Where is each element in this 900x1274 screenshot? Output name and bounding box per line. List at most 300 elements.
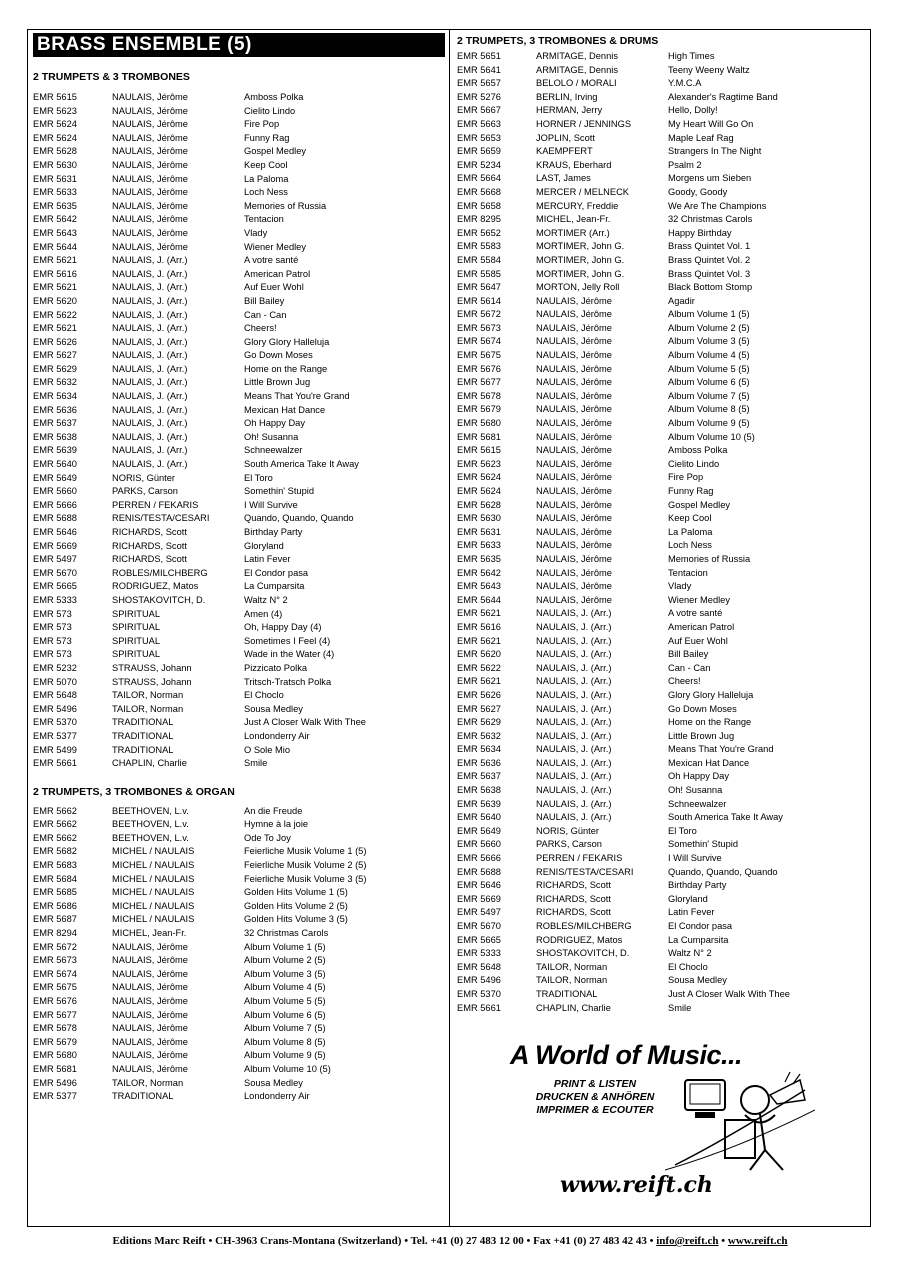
- catalog-number: EMR 573: [33, 649, 72, 660]
- catalog-number: EMR 5644: [457, 594, 501, 605]
- catalog-row: [33, 567, 443, 581]
- work-title: I Will Survive: [668, 853, 722, 864]
- catalog-row: [33, 648, 443, 662]
- catalog-number: EMR 5633: [457, 540, 501, 551]
- composer: NAULAIS, J. (Arr.): [112, 459, 188, 470]
- composer: NAULAIS, Jérôme: [536, 445, 612, 456]
- work-title: Album Volume 7 (5): [244, 1023, 326, 1034]
- work-title: Hello, Dolly!: [668, 105, 718, 116]
- catalog-number: EMR 5496: [33, 703, 77, 714]
- catalog-row: [457, 64, 867, 78]
- catalog-row: [457, 227, 867, 241]
- work-title: Somethin' Stupid: [668, 839, 738, 850]
- catalog-row: [33, 873, 443, 887]
- catalog-row: [33, 941, 443, 955]
- catalog-row: [33, 499, 443, 513]
- catalog-number: EMR 5621: [457, 608, 501, 619]
- work-title: Oh, Happy Day (4): [244, 622, 322, 633]
- composer: NAULAIS, J. (Arr.): [112, 350, 188, 361]
- work-title: Londonderry Air: [244, 1091, 310, 1102]
- footer-separator: •: [718, 1235, 728, 1247]
- work-title: Funny Rag: [668, 486, 714, 496]
- footer-email-link[interactable]: info@reift.ch: [656, 1235, 719, 1247]
- work-title: A votre santé: [668, 608, 723, 619]
- logo-tagline: DRUCKEN & ANHÖREN: [535, 1091, 655, 1103]
- catalog-number: EMR 5627: [457, 703, 501, 714]
- work-title: El Toro: [668, 825, 697, 836]
- work-title: Brass Quintet Vol. 3: [668, 268, 751, 279]
- catalog-row: [457, 104, 867, 118]
- catalog-row: [33, 608, 443, 622]
- composer: RICHARDS, Scott: [112, 527, 187, 537]
- composer: NAULAIS, J. (Arr.): [112, 431, 188, 442]
- catalog-row: [33, 845, 443, 859]
- work-title: Sometimes I Feel (4): [244, 635, 331, 646]
- composer: NAULAIS, Jérôme: [112, 187, 188, 198]
- catalog-row: [33, 526, 443, 540]
- catalog-number: EMR 5676: [33, 996, 77, 1006]
- work-title: Loch Ness: [668, 540, 712, 551]
- work-title: Album Volume 9 (5): [244, 1050, 326, 1061]
- composer: NAULAIS, J. (Arr.): [536, 785, 612, 796]
- work-title: Smile: [668, 1002, 692, 1013]
- catalog-number: EMR 5377: [33, 1091, 77, 1102]
- composer: MICHEL / NAULAIS: [112, 887, 195, 898]
- composer: MORTIMER, John G.: [536, 241, 625, 252]
- catalog-row: [457, 703, 867, 717]
- catalog-row: [33, 295, 443, 309]
- composer: LAST, James: [536, 173, 591, 184]
- catalog-number: EMR 5672: [33, 941, 77, 952]
- composer: NAULAIS, Jérôme: [112, 119, 188, 130]
- work-title: Morgens um Sieben: [668, 173, 752, 184]
- composer: NAULAIS, J. (Arr.): [536, 662, 612, 673]
- catalog-row: [33, 859, 443, 873]
- catalog-row: [33, 995, 443, 1009]
- work-title: Album Volume 2 (5): [244, 955, 326, 966]
- catalog-row: [33, 662, 443, 676]
- catalog-number: EMR 5651: [457, 51, 501, 61]
- catalog-row: [457, 322, 867, 336]
- composer: TAILOR, Norman: [112, 690, 184, 701]
- work-title: Birthday Party: [244, 527, 303, 537]
- catalog-number: EMR 5621: [33, 323, 77, 334]
- catalog-row: [457, 947, 867, 961]
- catalog-row: [457, 580, 867, 594]
- work-title: Mexican Hat Dance: [244, 404, 326, 415]
- catalog-row: [33, 968, 443, 982]
- catalog-number: EMR 5670: [457, 921, 501, 931]
- catalog-number: EMR 5628: [457, 499, 501, 510]
- composer: TAILOR, Norman: [536, 975, 608, 986]
- work-title: 32 Christmas Carols: [244, 928, 329, 939]
- catalog-number: EMR 5621: [33, 282, 77, 293]
- catalog-number: EMR 5681: [457, 431, 501, 442]
- catalog-row: [33, 927, 443, 941]
- work-title: South America Take It Away: [244, 459, 359, 470]
- catalog-row: [457, 50, 867, 64]
- work-title: El Choclo: [668, 961, 708, 972]
- catalog-row: [457, 920, 867, 934]
- catalog-number: EMR 5661: [457, 1002, 501, 1013]
- catalog-row: [33, 594, 443, 608]
- catalog-number: EMR 5333: [33, 594, 77, 605]
- catalog-number: EMR 5621: [457, 635, 501, 646]
- work-title: An die Freude: [244, 805, 303, 816]
- composer: MICHEL / NAULAIS: [112, 900, 195, 911]
- composer: NAULAIS, J. (Arr.): [112, 323, 188, 334]
- composer: NAULAIS, Jérôme: [536, 472, 612, 483]
- work-title: Strangers In The Night: [668, 146, 762, 157]
- catalog-number: EMR 5643: [33, 227, 77, 238]
- composer: NAULAIS, J. (Arr.): [536, 689, 612, 700]
- catalog-number: EMR 5628: [33, 146, 77, 157]
- catalog-number: EMR 5668: [457, 186, 501, 197]
- catalog-row: [457, 879, 867, 893]
- composer: BELOLO / MORALI: [536, 78, 617, 89]
- catalog-number: EMR 5635: [457, 553, 501, 564]
- catalog-number: EMR 5660: [33, 486, 77, 497]
- composer: NAULAIS, J. (Arr.): [112, 255, 188, 266]
- work-title: Wade in the Water (4): [244, 649, 335, 660]
- composer: RICHARDS, Scott: [536, 893, 611, 904]
- composer: ROBLES/MILCHBERG: [536, 921, 632, 931]
- catalog-row: [457, 757, 867, 771]
- composer: NAULAIS, J. (Arr.): [536, 717, 612, 728]
- catalog-row: [33, 417, 443, 431]
- work-title: Pizzicato Polka: [244, 662, 308, 673]
- catalog-row: [33, 444, 443, 458]
- catalog-number: EMR 5616: [457, 621, 501, 632]
- catalog-number: EMR 5637: [33, 418, 77, 429]
- catalog-row: [457, 499, 867, 513]
- composer: MORTIMER (Arr.): [536, 227, 610, 238]
- catalog-number: EMR 5639: [33, 445, 77, 456]
- footer-website-link[interactable]: www.reift.ch: [727, 1235, 788, 1247]
- catalog-row: [33, 200, 443, 214]
- work-title: Album Volume 7 (5): [668, 390, 750, 401]
- composer: NAULAIS, Jérôme: [536, 486, 612, 496]
- catalog-row: [457, 91, 867, 105]
- work-title: Golden Hits Volume 2 (5): [244, 900, 348, 911]
- catalog-number: EMR 5648: [33, 690, 77, 701]
- composer: SHOSTAKOVITCH, D.: [536, 948, 630, 959]
- catalog-row: [33, 309, 443, 323]
- composer: TRADITIONAL: [536, 988, 598, 999]
- catalog-row: [457, 893, 867, 907]
- work-title: Keep Cool: [668, 513, 712, 524]
- catalog-row: [457, 539, 867, 553]
- catalog-number: EMR 8294: [33, 928, 77, 939]
- work-title: High Times: [668, 51, 715, 61]
- composer: NAULAIS, Jérôme: [112, 968, 188, 979]
- page-title-banner: BRASS ENSEMBLE (5): [33, 33, 445, 57]
- work-title: La Cumparsita: [244, 581, 305, 592]
- work-title: Cheers!: [244, 323, 277, 334]
- catalog-row: [457, 159, 867, 173]
- composer: RODRIGUEZ, Matos: [112, 581, 199, 592]
- catalog-number: EMR 5658: [457, 200, 501, 211]
- catalog-number: EMR 5677: [33, 1009, 77, 1020]
- catalog-number: EMR 5583: [457, 241, 501, 252]
- catalog-row: [457, 349, 867, 363]
- work-title: American Patrol: [668, 621, 735, 632]
- catalog-number: EMR 5614: [457, 295, 501, 306]
- work-title: Quando, Quando, Quando: [244, 513, 354, 524]
- composer: NAULAIS, Jérôme: [536, 363, 612, 374]
- catalog-row: [33, 485, 443, 499]
- composer: NAULAIS, J. (Arr.): [536, 621, 612, 632]
- composer: NAULAIS, Jérôme: [536, 350, 612, 361]
- musician-illustration-icon: [665, 1070, 815, 1180]
- catalog-number: EMR 5665: [33, 581, 77, 592]
- work-title: Vlady: [244, 227, 268, 238]
- catalog-number: EMR 5496: [33, 1077, 77, 1088]
- composer: STRAUSS, Johann: [112, 676, 192, 687]
- column-divider: [449, 29, 450, 1227]
- catalog-number: EMR 5662: [33, 832, 77, 843]
- catalog-row: [33, 105, 443, 119]
- catalog-number: EMR 5646: [33, 527, 77, 537]
- work-title: Means That You're Grand: [244, 391, 350, 402]
- composer: NAULAIS, J. (Arr.): [536, 812, 612, 823]
- work-title: La Cumparsita: [668, 934, 729, 945]
- catalog-number: EMR 5649: [33, 472, 77, 483]
- composer: NAULAIS, J. (Arr.): [112, 391, 188, 402]
- catalog-row: [457, 934, 867, 948]
- composer: NAULAIS, Jérôme: [112, 1009, 188, 1020]
- catalog-number: EMR 5674: [457, 336, 501, 347]
- catalog-row: [457, 471, 867, 485]
- catalog-number: EMR 5670: [33, 567, 77, 578]
- composer: NAULAIS, Jérôme: [536, 581, 612, 592]
- catalog-row: [457, 363, 867, 377]
- composer: RODRIGUEZ, Matos: [536, 934, 623, 945]
- catalog-list: [33, 805, 443, 1104]
- composer: NAULAIS, J. (Arr.): [112, 418, 188, 429]
- catalog-number: EMR 5629: [457, 717, 501, 728]
- composer: MORTIMER, John G.: [536, 254, 625, 265]
- work-title: Glory Glory Halleluja: [244, 336, 330, 347]
- catalog-row: [33, 363, 443, 377]
- catalog-row: [457, 281, 867, 295]
- work-title: La Paloma: [244, 173, 289, 184]
- catalog-number: EMR 5687: [33, 914, 77, 925]
- catalog-row: [33, 676, 443, 690]
- catalog-number: EMR 5680: [457, 418, 501, 429]
- composer: NAULAIS, Jérôme: [112, 132, 188, 143]
- composer: NAULAIS, Jérôme: [112, 146, 188, 157]
- catalog-number: EMR 5648: [457, 961, 501, 972]
- catalog-row: [457, 172, 867, 186]
- catalog-list: [33, 91, 443, 771]
- composer: NAULAIS, Jérôme: [536, 418, 612, 429]
- logo-tagline: PRINT & LISTEN: [553, 1078, 637, 1090]
- catalog-row: [33, 1077, 443, 1091]
- composer: NAULAIS, Jérôme: [112, 941, 188, 952]
- work-title: We Are The Champions: [668, 200, 767, 211]
- work-title: Funny Rag: [244, 132, 290, 143]
- work-title: Just A Closer Walk With Thee: [244, 717, 366, 728]
- catalog-row: [33, 241, 443, 255]
- catalog-row: [457, 988, 867, 1002]
- composer: CHAPLIN, Charlie: [112, 758, 187, 769]
- composer: SPIRITUAL: [112, 622, 161, 633]
- work-title: Oh! Susanna: [668, 785, 723, 796]
- composer: NAULAIS, Jérôme: [536, 553, 612, 564]
- work-title: Album Volume 6 (5): [244, 1009, 326, 1020]
- catalog-number: EMR 5232: [33, 662, 77, 673]
- catalog-row: [33, 900, 443, 914]
- composer: NAULAIS, Jérôme: [112, 159, 188, 170]
- logo-tagline: IMPRIMER & ECOUTER: [536, 1104, 654, 1116]
- catalog-row: [33, 91, 443, 105]
- catalog-row: [457, 553, 867, 567]
- catalog-number: EMR 5638: [33, 431, 77, 442]
- catalog-row: [33, 268, 443, 282]
- catalog-number: EMR 5678: [33, 1023, 77, 1034]
- work-title: Black Bottom Stomp: [668, 282, 753, 293]
- catalog-row: [457, 268, 867, 282]
- section-title: 2 TRUMPETS, 3 TROMBONES & ORGAN: [33, 785, 235, 798]
- composer: MORTON, Jelly Roll: [536, 282, 620, 293]
- catalog-row: [457, 132, 867, 146]
- catalog-number: EMR 5642: [33, 214, 77, 225]
- composer: NAULAIS, Jérôme: [112, 996, 188, 1006]
- catalog-number: EMR 5631: [33, 173, 77, 184]
- composer: NAULAIS, Jérôme: [536, 540, 612, 551]
- catalog-number: EMR 5622: [457, 662, 501, 673]
- catalog-number: EMR 5688: [33, 513, 77, 524]
- catalog-number: EMR 5633: [33, 187, 77, 198]
- composer: MICHEL / NAULAIS: [112, 860, 195, 871]
- catalog-number: EMR 5615: [33, 92, 77, 102]
- work-title: Mexican Hat Dance: [668, 757, 750, 768]
- catalog-number: EMR 5639: [457, 798, 501, 809]
- work-title: Album Volume 10 (5): [244, 1063, 331, 1074]
- catalog-row: [33, 540, 443, 554]
- catalog-row: [457, 974, 867, 988]
- work-title: South America Take It Away: [668, 812, 783, 823]
- composer: PARKS, Carson: [536, 839, 602, 850]
- catalog-row: [33, 553, 443, 567]
- catalog-number: EMR 8295: [457, 214, 501, 225]
- catalog-number: EMR 5624: [457, 472, 501, 483]
- work-title: Album Volume 10 (5): [668, 431, 755, 442]
- catalog-row: [457, 308, 867, 322]
- catalog-number: EMR 5680: [33, 1050, 77, 1061]
- catalog-number: EMR 5663: [457, 118, 501, 129]
- catalog-number: EMR 5622: [33, 309, 77, 320]
- catalog-row: [457, 770, 867, 784]
- composer: PERREN / FEKARIS: [112, 499, 199, 510]
- catalog-row: [33, 818, 443, 832]
- work-title: Little Brown Jug: [668, 730, 735, 741]
- catalog-number: EMR 5370: [457, 988, 501, 999]
- catalog-row: [33, 1049, 443, 1063]
- composer: RICHARDS, Scott: [536, 880, 611, 891]
- composer: NAULAIS, J. (Arr.): [536, 798, 612, 809]
- catalog-row: [33, 186, 443, 200]
- work-title: Album Volume 5 (5): [668, 363, 750, 374]
- catalog-row: [457, 390, 867, 404]
- catalog-row: [457, 852, 867, 866]
- work-title: Home on the Range: [244, 363, 328, 374]
- work-title: Album Volume 5 (5): [244, 996, 326, 1006]
- catalog-row: [457, 431, 867, 445]
- catalog-number: EMR 5621: [457, 676, 501, 687]
- catalog-number: EMR 5496: [457, 975, 501, 986]
- catalog-number: EMR 5640: [457, 812, 501, 823]
- work-title: I Will Survive: [244, 499, 298, 510]
- catalog-row: [457, 594, 867, 608]
- composer: NAULAIS, J. (Arr.): [112, 282, 188, 293]
- composer: NAULAIS, Jérôme: [112, 173, 188, 184]
- work-title: La Paloma: [668, 526, 713, 537]
- catalog-number: EMR 5659: [457, 146, 501, 157]
- catalog-row: [457, 200, 867, 214]
- catalog-row: [33, 703, 443, 717]
- composer: NORIS, Günter: [536, 825, 600, 836]
- catalog-number: EMR 5657: [457, 78, 501, 89]
- work-title: Sousa Medley: [668, 975, 727, 986]
- work-title: Album Volume 6 (5): [668, 377, 750, 388]
- work-title: Album Volume 1 (5): [668, 309, 750, 320]
- work-title: Waltz N° 2: [668, 948, 712, 959]
- catalog-row: [457, 825, 867, 839]
- catalog-row: [457, 1002, 867, 1016]
- composer: BEETHOVEN, L.v.: [112, 832, 189, 843]
- catalog-row: [457, 254, 867, 268]
- catalog-row: [457, 798, 867, 812]
- catalog-number: EMR 5499: [33, 744, 77, 755]
- catalog-row: [33, 213, 443, 227]
- composer: NAULAIS, Jérôme: [112, 227, 188, 238]
- composer: SPIRITUAL: [112, 635, 161, 646]
- composer: NAULAIS, Jérôme: [536, 526, 612, 537]
- catalog-row: [33, 254, 443, 268]
- work-title: Home on the Range: [668, 717, 752, 728]
- work-title: Can - Can: [244, 309, 287, 320]
- catalog-row: [457, 77, 867, 91]
- work-title: Bill Bailey: [244, 295, 285, 306]
- work-title: Bill Bailey: [668, 649, 709, 660]
- catalog-row: [33, 431, 443, 445]
- work-title: Psalm 2: [668, 159, 702, 170]
- catalog-number: EMR 5673: [33, 955, 77, 966]
- catalog-row: [457, 186, 867, 200]
- composer: NAULAIS, Jérôme: [536, 594, 612, 605]
- composer: NAULAIS, Jérôme: [536, 377, 612, 388]
- catalog-row: [33, 716, 443, 730]
- work-title: El Toro: [244, 472, 273, 483]
- catalog-row: [457, 417, 867, 431]
- work-title: Album Volume 9 (5): [668, 418, 750, 429]
- catalog-number: EMR 5649: [457, 825, 501, 836]
- composer: MICHEL, Jean-Fr.: [112, 928, 187, 939]
- composer: TAILOR, Norman: [536, 961, 608, 972]
- work-title: Maple Leaf Rag: [668, 132, 734, 143]
- catalog-number: EMR 5667: [457, 105, 501, 116]
- catalog-row: [457, 145, 867, 159]
- work-title: Birthday Party: [668, 880, 727, 891]
- catalog-number: EMR 5676: [457, 363, 501, 374]
- catalog-row: [457, 621, 867, 635]
- composer: MICHEL / NAULAIS: [112, 873, 195, 884]
- catalog-row: [457, 648, 867, 662]
- work-title: Wiener Medley: [244, 241, 307, 252]
- composer: NAULAIS, J. (Arr.): [536, 649, 612, 660]
